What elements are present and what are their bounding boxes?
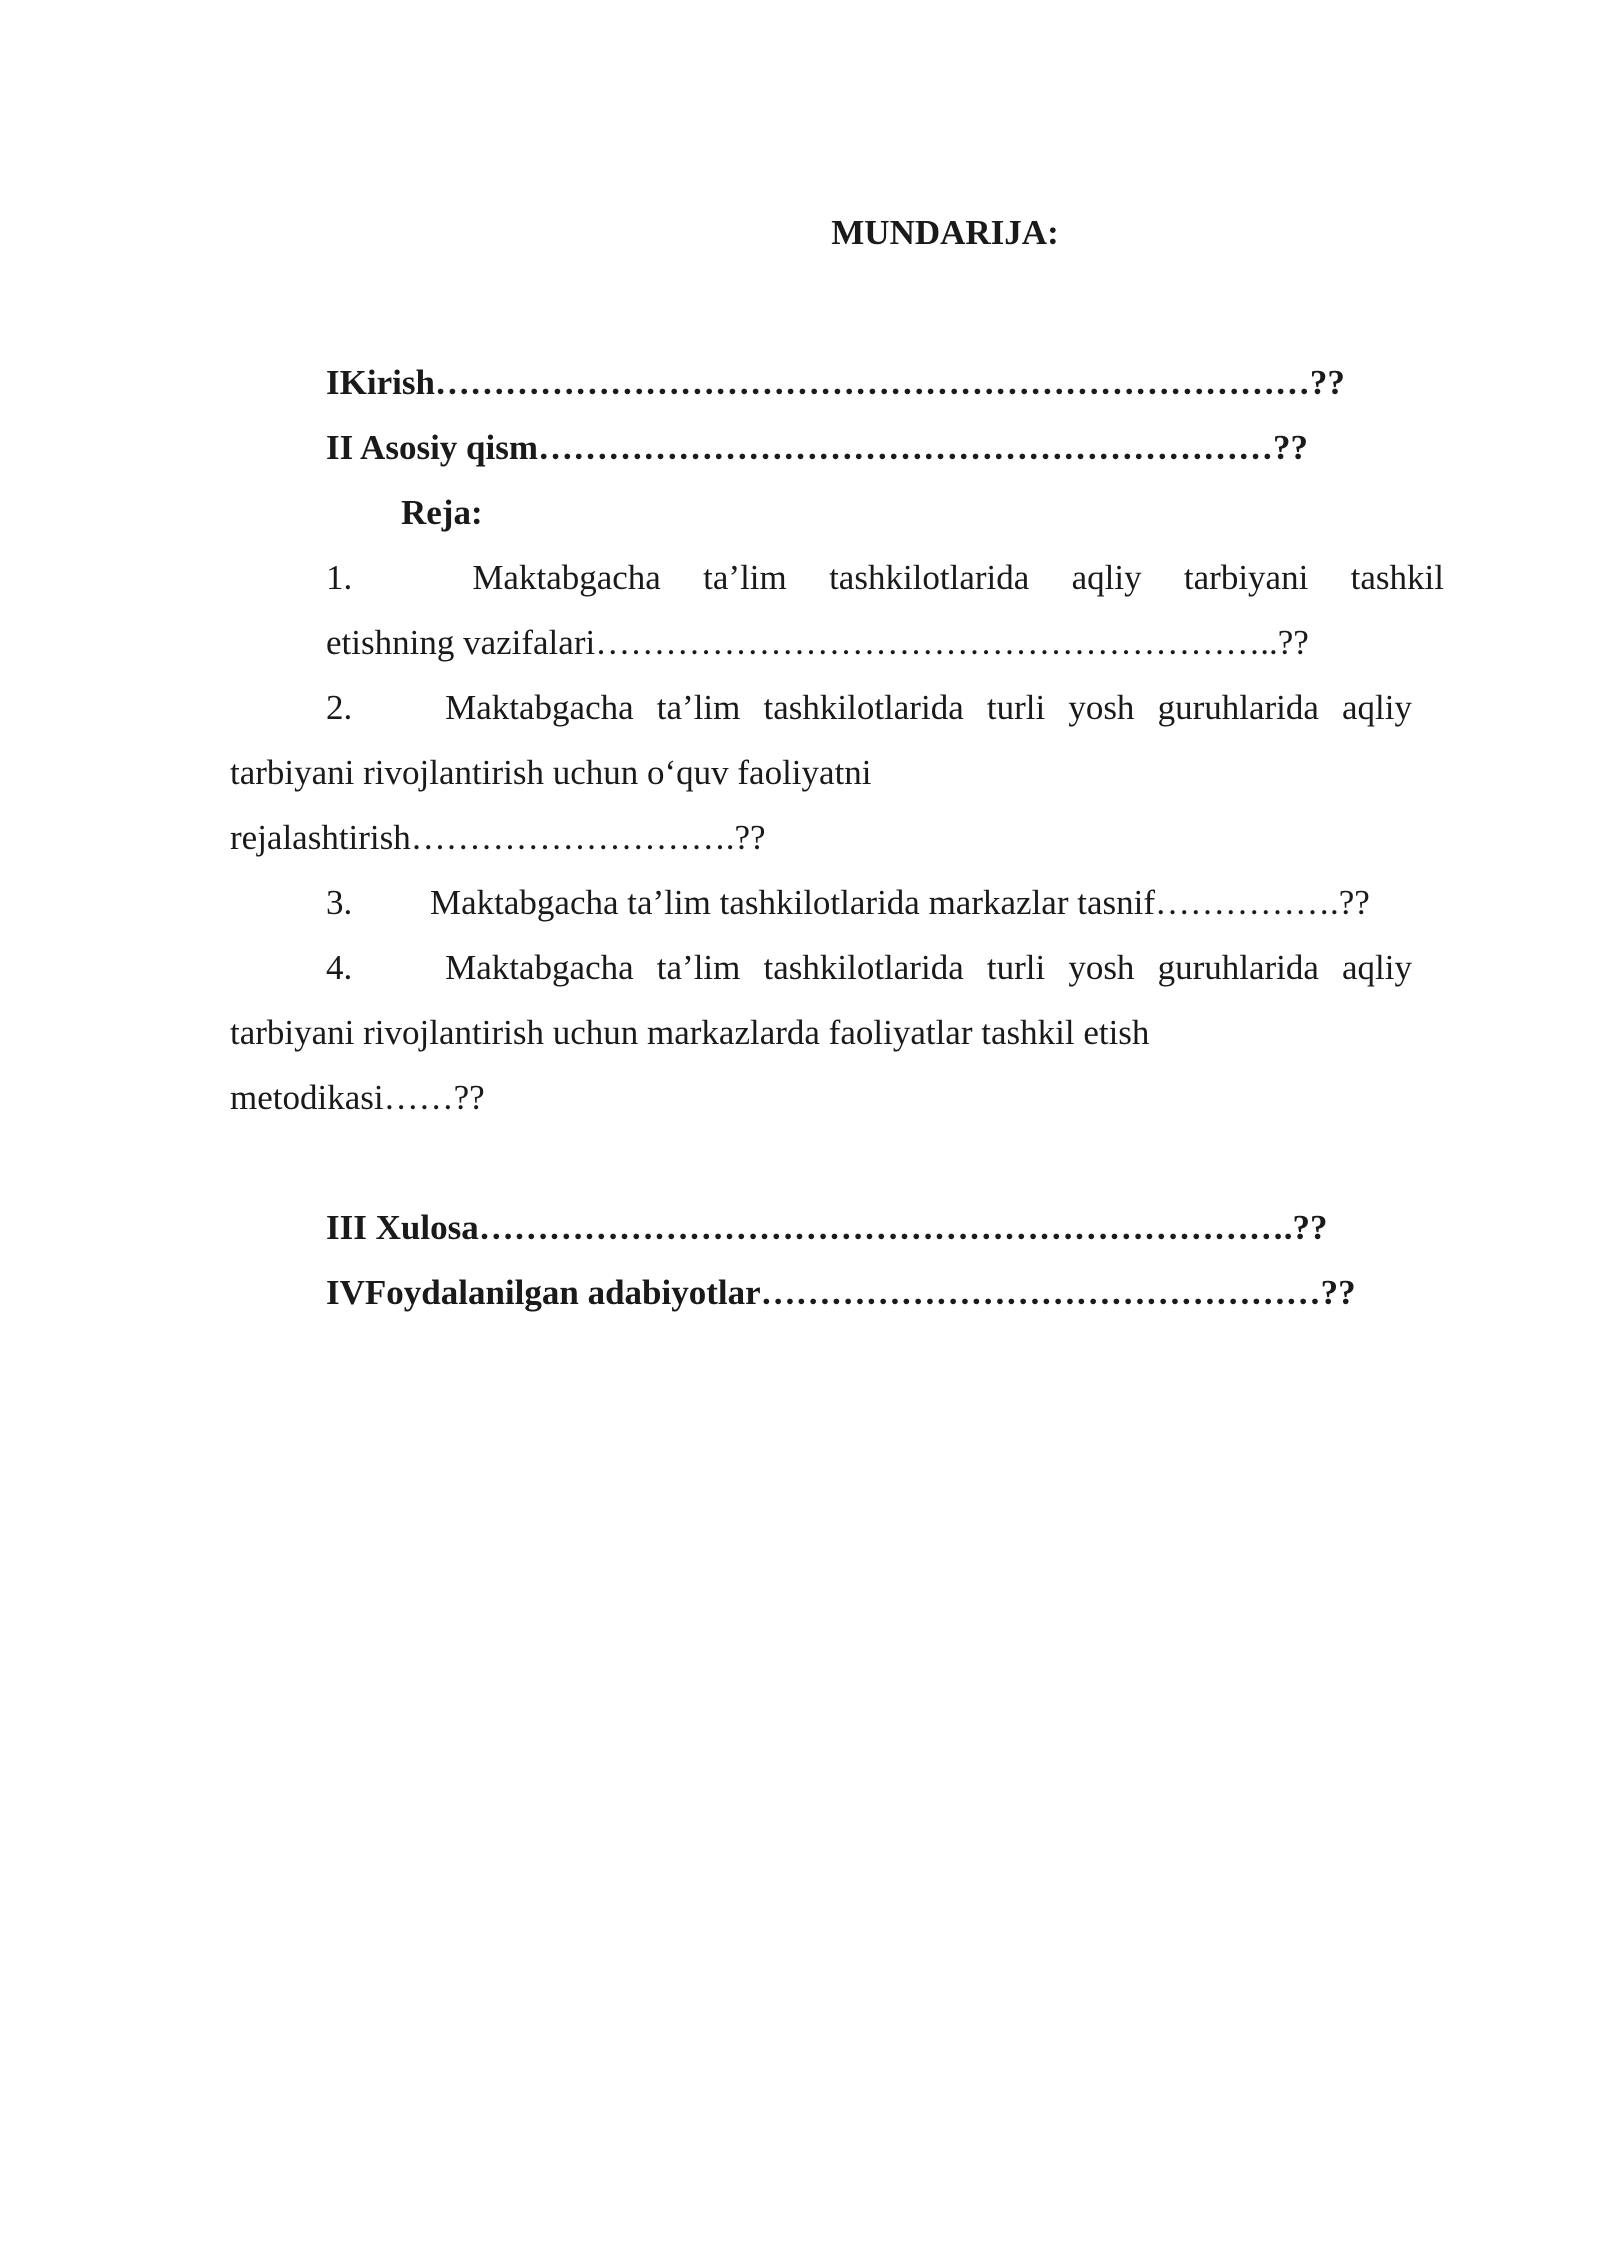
- toc-item-4-word: yosh: [1068, 948, 1135, 987]
- toc-item-1-word: tashkilotlarida: [829, 558, 1030, 597]
- toc-item-4-line-3: metodikasi……??: [230, 1078, 485, 1117]
- toc-item-1-number: 1.: [326, 558, 353, 597]
- toc-entry-intro: IKirish…………………………………………………………………??: [326, 363, 1345, 402]
- toc-item-2-word: guruhlarida: [1157, 688, 1319, 727]
- toc-entry-conclusion: III Xulosa…………………………………………………………….??: [326, 1208, 1328, 1247]
- toc-item-2-word: aqliy: [1342, 688, 1412, 727]
- toc-item-2-line-1: [326, 683, 1412, 733]
- toc-item-2-line-2: tarbiyani rivojlantirish uchun o‘quv faoliyatni: [230, 753, 872, 792]
- toc-item-2-word: ta’lim: [656, 688, 741, 727]
- toc-item-2-word: Maktabgacha: [445, 688, 634, 727]
- toc-item-1-word: Maktabgacha: [472, 558, 661, 597]
- toc-entry-main-part: II Asosiy qism………………………………………………………??: [326, 428, 1309, 467]
- toc-item-1-word: aqliy: [1071, 558, 1142, 597]
- toc-item-3: [326, 878, 1370, 928]
- toc-plan-label: Reja:: [401, 493, 483, 532]
- toc-item-1-line-1: [326, 553, 1444, 603]
- toc-item-3-number: 3.: [326, 883, 353, 922]
- toc-item-2-number: 2.: [326, 688, 353, 727]
- toc-item-4-line-2: tarbiyani rivojlantirish uchun markazlarda faoliyatlar tashkil etish: [230, 1013, 1150, 1052]
- toc-item-1-word: tashkil: [1350, 558, 1444, 597]
- toc-item-4-word: guruhlarida: [1157, 948, 1319, 987]
- toc-item-1-line-2: etishning vazifalari…………………………………………………..??: [326, 623, 1309, 662]
- page-title: MUNDARIJA:: [831, 213, 1059, 252]
- toc-item-4-word: aqliy: [1342, 948, 1412, 987]
- toc-item-4-line-1: [326, 943, 1412, 993]
- toc-item-3-text: Maktabgacha ta’lim tashkilotlarida markazlar tasnif…………….??: [430, 883, 1370, 922]
- toc-item-2-word: yosh: [1068, 688, 1135, 727]
- toc-item-4-word: ta’lim: [656, 948, 741, 987]
- toc-item-1-word: tarbiyani: [1183, 558, 1309, 597]
- toc-item-4-word: tashkilotlarida: [763, 948, 964, 987]
- toc-entry-references: IVFoydalanilgan adabiyotlar…………………………………………??: [326, 1273, 1356, 1312]
- toc-item-2-word: tashkilotlarida: [763, 688, 964, 727]
- toc-item-4-word: turli: [986, 948, 1046, 987]
- toc-item-4-number: 4.: [326, 948, 353, 987]
- toc-item-2-word: turli: [986, 688, 1046, 727]
- toc-item-4-word: Maktabgacha: [445, 948, 634, 987]
- toc-item-2-line-3: rejalashtirish……………………….??: [230, 818, 766, 857]
- toc-item-1-word: ta’lim: [703, 558, 787, 597]
